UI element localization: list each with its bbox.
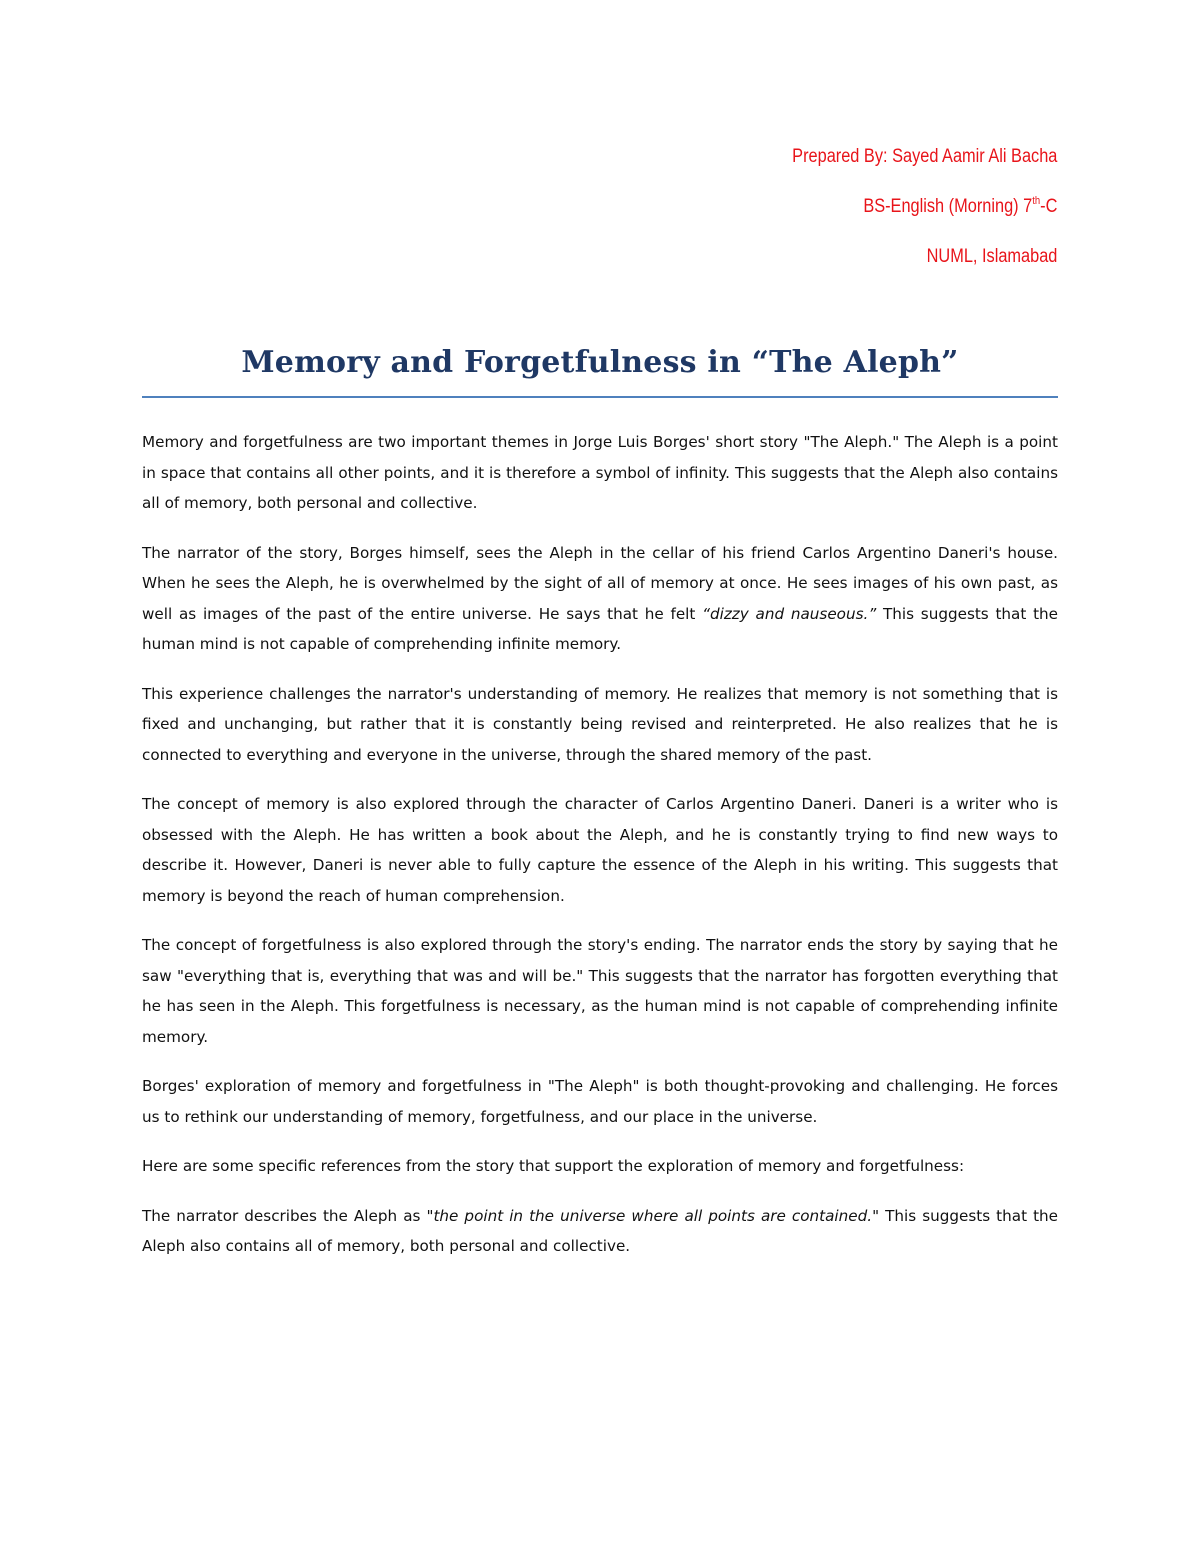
document-title: Memory and Forgetfulness in “The Aleph”: [241, 345, 959, 380]
paragraph-4: The concept of memory is also explored through the character of Carlos Argentino Daneri. Daneri is a writer who is obsessed with the Aleph. He has written a book about the Aleph, and he is constantly trying to find new ways to describe it. However, Daneri is never able to fully capture the essence of the Aleph in his writing. This suggests that memory is beyond the reach of human comprehension.: [142, 795, 1058, 905]
institution-line: NUML, Islamabad: [926, 246, 1057, 267]
paragraph-2: [142, 538, 1058, 660]
paragraph-3: This experience challenges the narrator's understanding of memory. He realizes that memory is not something that is fixed and unchanging, but rather that it is constantly being revised and reinterpreted. He also realizes that he is connected to everything and everyone in the universe, through the shared memory of the past.: [142, 684, 1058, 764]
prepared-by-line: Prepared By: Sayed Aamir Ali Bacha: [791, 146, 1057, 167]
author-block: [792, 140, 1057, 290]
paragraph-1: Memory and forgetfulness are two important themes in Jorge Luis Borges' short story "The Aleph." The Aleph is a point in space that contains all other points, and it is therefore a symbol of infinity. This suggests that the Aleph also contains all of memory, both personal and collective.: [142, 433, 1058, 512]
paragraph-7: Here are some specific references from the story that support the exploration of memory and forgetfulness:: [142, 1157, 965, 1175]
paragraph-5: The concept of forgetfulness is also explored through the story's ending. The narrator ends the story by saying that he saw "everything that is, everything that was and will be." This suggests that the narrator has forgotten everything that he has seen in the Aleph. This forgetfulness is necessary, as the human mind is not capable of comprehending infinite memory.: [142, 936, 1058, 1046]
program-section: -C: [1039, 196, 1057, 217]
paragraph-8: [142, 1201, 1058, 1262]
paragraph-8-quote: "the point in the universe where all points are contained.": [426, 1206, 880, 1225]
program-superscript: th: [1031, 195, 1040, 207]
paragraph-2-text: The narrator of the story, Borges himself, sees the Aleph in the cellar of his friend Carlos Argentino Daneri's house. When he sees the Aleph, he is overwhelmed by the sight of all of memory at once. He sees images of his own past, as well as images of the past of the entire universe. He says that he felt: [142, 543, 1058, 623]
paragraph-2-quote: “dizzy and nauseous.”: [702, 604, 877, 623]
program-line: [792, 190, 1057, 240]
title-underline: [142, 396, 1058, 398]
program-text: BS-English (Morning) 7: [862, 196, 1032, 217]
document-body: [142, 427, 1058, 1281]
paragraph-8-text: The narrator describes the Aleph as: [142, 1206, 427, 1225]
paragraph-6: Borges' exploration of memory and forgetfulness in "The Aleph" is both thought-provoking and challenging. He forces us to rethink our understanding of memory, forgetfulness, and our place in the universe.: [142, 1077, 1058, 1126]
paragraph-8-text-end: This suggests that the Aleph also contains all of memory, both personal and collective.: [142, 1206, 1058, 1255]
paragraph-2-text-end: This suggests that the human mind is not capable of comprehending infinite memory.: [142, 604, 1059, 653]
